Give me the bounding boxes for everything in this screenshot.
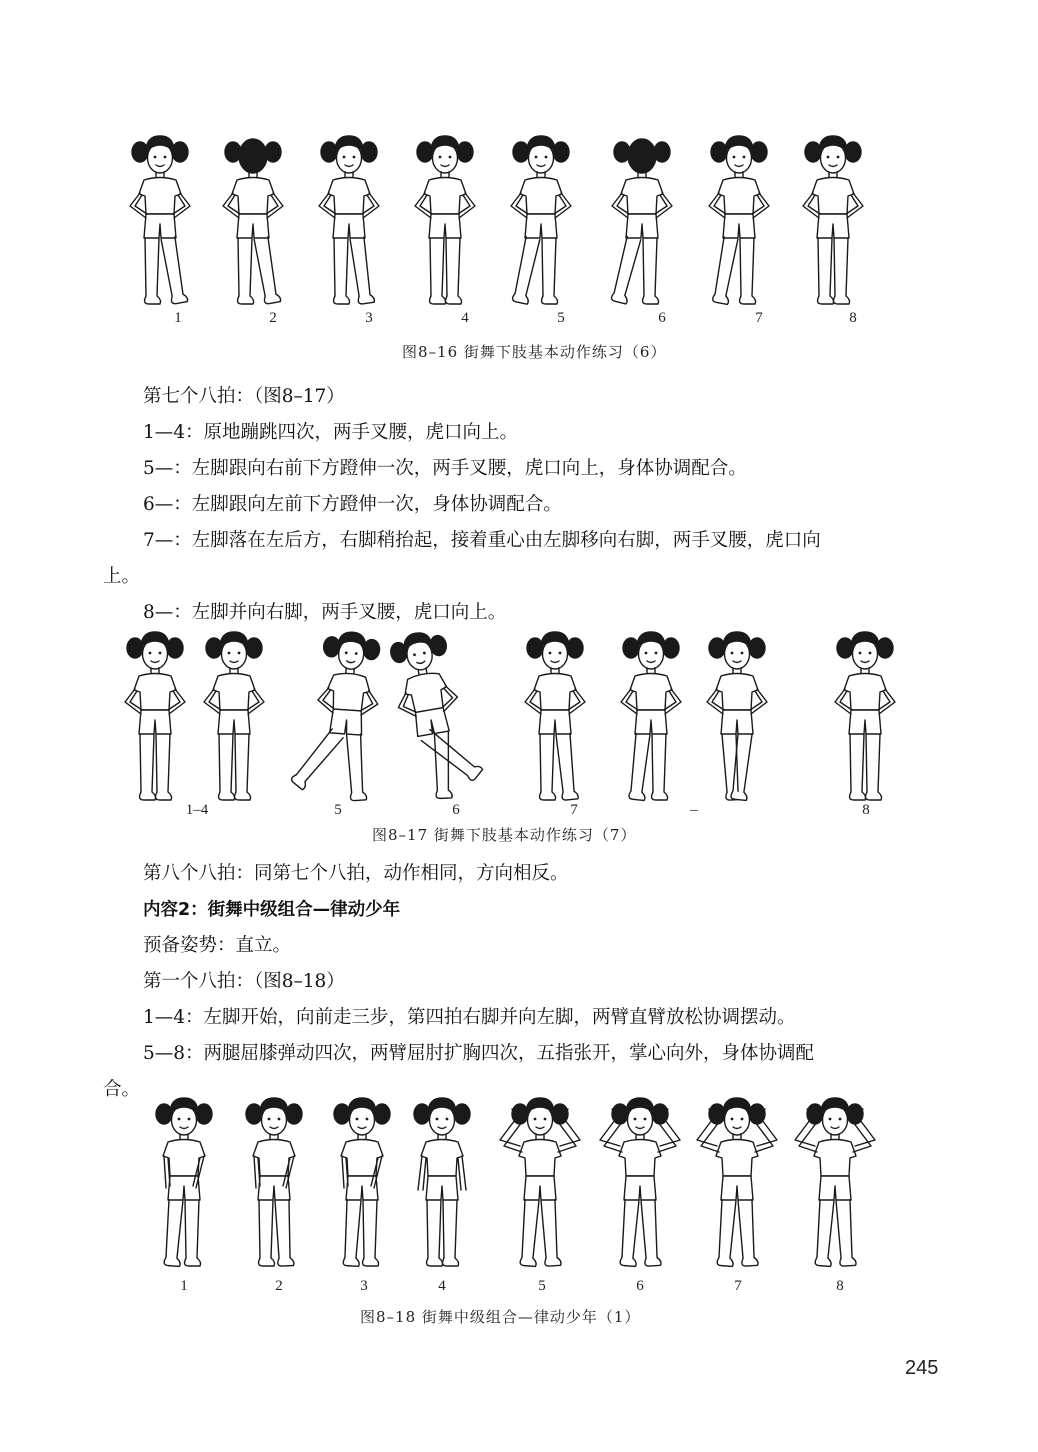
fig17-num-dash: –	[690, 802, 698, 818]
dancer-figure	[204, 632, 264, 800]
dancer-figure	[697, 1098, 777, 1266]
paragraph-beat-1-4: 1—4：原地蹦跳四次，两手叉腰，虎口向上。	[143, 422, 519, 443]
fig18-num-6: 6	[636, 1278, 644, 1294]
fig18-num-2: 2	[275, 1278, 283, 1294]
dancer-figure	[130, 136, 190, 304]
dancer-figure	[414, 1098, 470, 1266]
dancer-figure	[319, 136, 379, 304]
dancer-figure	[334, 1098, 390, 1266]
fig17-num-5: 5	[334, 802, 342, 818]
fig17-num-8: 8	[862, 802, 870, 818]
figure-8-17-illustration	[120, 628, 920, 798]
figure-8-18-caption: 图8–18 街舞中级组合—律动少年（1）	[360, 1308, 641, 1326]
fig18-num-1: 1	[180, 1278, 188, 1294]
fig18-num-7: 7	[734, 1278, 742, 1294]
fig16-num-5: 5	[557, 310, 565, 326]
dancer-figure	[289, 629, 383, 803]
figure-8-17-caption: 图8–17 街舞下肢基本动作练习（7）	[372, 826, 637, 844]
fig17-num-6: 6	[452, 802, 460, 818]
paragraph-beat-7: 7—：左脚落在左后方，右脚稍抬起，接着重心由左脚移向右脚，两手叉腰，虎口向	[143, 530, 821, 551]
fig16-num-2: 2	[269, 310, 277, 326]
dancer-figure	[709, 136, 769, 304]
paragraph-beat-5: 5—：左脚跟向右前下方蹬伸一次，两手叉腰，虎口向上，身体协调配合。	[143, 458, 747, 479]
fig18-num-4: 4	[438, 1278, 446, 1294]
fig16-num-4: 4	[461, 310, 469, 326]
dancer-figure	[156, 1098, 212, 1266]
dancer-figure	[611, 139, 672, 304]
dancer-figure	[525, 632, 585, 800]
paragraph-ready-position: 预备姿势：直立。	[143, 935, 292, 956]
paragraph-beat-7-continued: 上。	[103, 566, 141, 587]
dancer-figure	[600, 1098, 680, 1266]
dancer-figure	[386, 626, 487, 805]
paragraph-first-eight-count: 第一个八拍：（图8–18）	[143, 971, 345, 992]
dancer-figure	[415, 136, 475, 304]
fig16-num-1: 1	[174, 310, 182, 326]
paragraph-beat-8: 8—：左脚并向右脚，两手叉腰，虎口向上。	[143, 602, 507, 623]
fig16-num-6: 6	[658, 310, 666, 326]
fig17-num-1-4: 1–4	[185, 802, 209, 818]
paragraph-steps-5-8-continued: 合。	[103, 1079, 141, 1100]
dancer-figure	[621, 632, 681, 801]
figure-8-17-drawing	[120, 628, 920, 798]
paragraph-seventh-eight-count: 第七个八拍：（图8–17）	[143, 386, 345, 407]
paragraph-beat-6: 6—：左脚跟向左前下方蹬伸一次，身体协调配合。	[143, 494, 562, 515]
dancer-figure	[223, 139, 283, 304]
figure-8-18-drawing	[140, 1092, 900, 1270]
paragraph-steps-5-8: 5—8：两腿屈膝弹动四次，两臂屈肘扩胸四次，五指张开，掌心向外，身体协调配	[143, 1043, 815, 1064]
section-heading-content-2: 内容2：街舞中级组合—律动少年	[143, 900, 401, 920]
paragraph-steps-1-4: 1—4：左脚开始，向前走三步，第四拍右脚并向左脚，两臂直臂放松协调摆动。	[143, 1007, 796, 1028]
fig16-num-7: 7	[755, 310, 763, 326]
dancer-figure	[500, 1098, 580, 1266]
figure-8-16-drawing	[120, 130, 920, 310]
dancer-figure	[707, 632, 767, 801]
dancer-figure	[246, 1098, 302, 1266]
fig16-num-3: 3	[365, 310, 373, 326]
fig18-num-5: 5	[538, 1278, 546, 1294]
fig18-num-8: 8	[836, 1278, 844, 1294]
fig18-num-3: 3	[360, 1278, 368, 1294]
page-number: 245	[905, 1357, 939, 1379]
figure-8-16-illustration	[120, 130, 920, 310]
dancer-figure	[125, 632, 185, 800]
dancer-figure	[803, 136, 863, 304]
dancer-figure	[835, 632, 895, 800]
paragraph-eighth-eight-count: 第八个八拍：同第七个八拍，动作相同，方向相反。	[143, 863, 569, 884]
figure-8-16-caption: 图8–16 街舞下肢基本动作练习（6）	[402, 343, 667, 361]
dancer-figure	[795, 1098, 875, 1266]
fig16-num-8: 8	[849, 310, 857, 326]
figure-8-18-illustration	[140, 1092, 900, 1270]
dancer-figure	[511, 136, 571, 304]
fig17-num-7: 7	[570, 802, 578, 818]
